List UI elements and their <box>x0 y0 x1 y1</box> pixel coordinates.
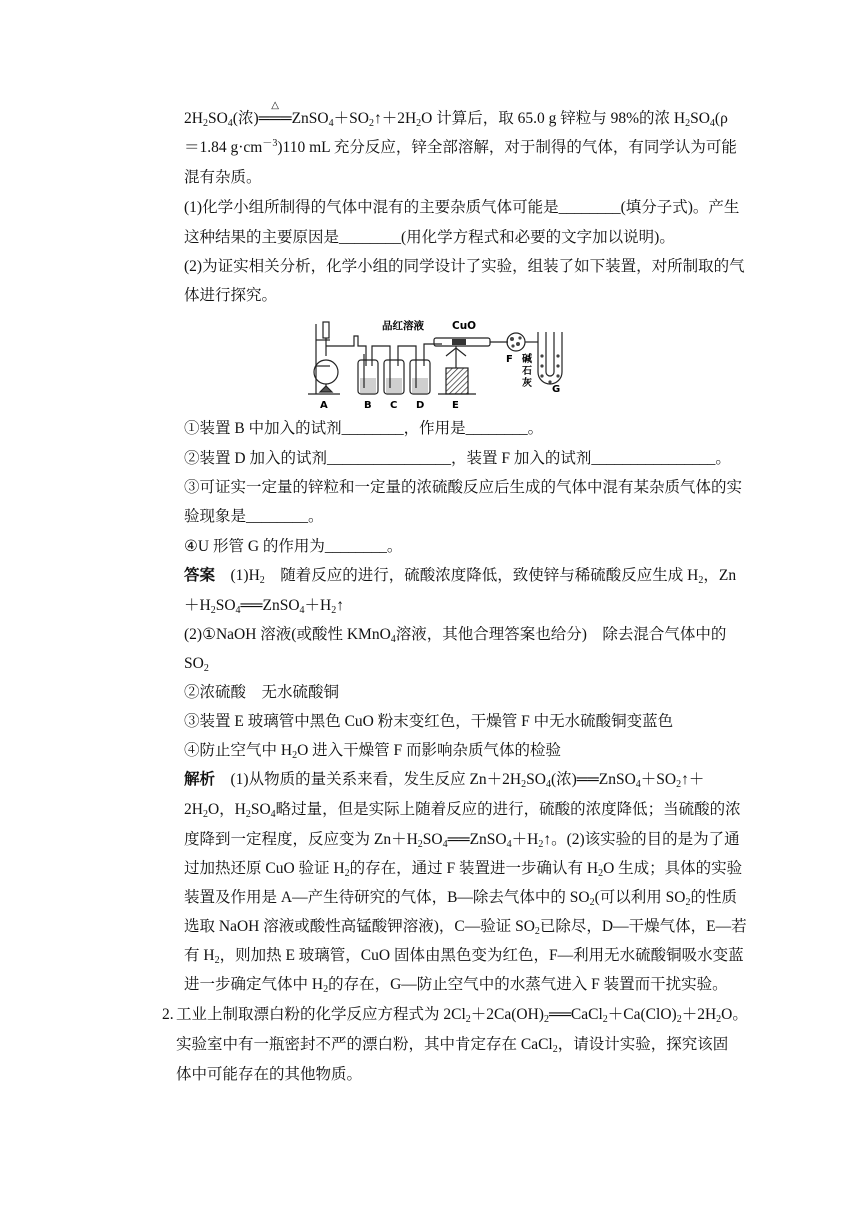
text-line <box>184 974 728 996</box>
text: (1)从物质的量关系来看，发生反应 Zn＋2H <box>215 771 522 788</box>
text: 溶液，其他合理答案也给分) 除去混合气体中的 <box>395 626 727 643</box>
text: ＋H <box>511 831 539 848</box>
text-line: 体中可能存在的其他物质。 <box>176 1066 363 1083</box>
subscript: 2 <box>598 868 604 879</box>
subscript: 2 <box>368 118 374 129</box>
text: SO <box>526 771 546 788</box>
text: 2H <box>184 110 203 127</box>
text: ══CaCl <box>548 1006 603 1023</box>
subquestion-2: ②装置 D 加入的试剂________________，装置 F 加入的试剂________________。 <box>184 450 731 467</box>
subscript: 2 <box>202 809 208 820</box>
heating-condition <box>258 100 292 130</box>
apparatus-diagram <box>306 316 582 414</box>
text: O，H <box>207 801 246 818</box>
text: ，请设计实验，探究该固 <box>557 1036 729 1053</box>
text-line <box>184 887 737 909</box>
subscript: 2 <box>331 605 337 616</box>
question-1: (1)化学小组所制得的气体中混有的主要杂质气体可能是________(填分子式)。产生 <box>184 199 740 216</box>
subscript: 2 <box>685 897 691 908</box>
text: SO <box>207 110 228 127</box>
subscript: 4 <box>506 839 512 850</box>
subscript: 2 <box>245 809 251 820</box>
text-line <box>176 1034 728 1056</box>
answer-label: 答案 <box>184 567 216 584</box>
subscript: 4 <box>709 118 715 129</box>
text: 进一步确定气体中 H <box>184 976 324 993</box>
text: 过加热还原 CuO 验证 H <box>184 860 345 877</box>
subscript: 2 <box>538 839 544 850</box>
text: 2H <box>184 801 203 818</box>
subscript: 4 <box>442 839 448 850</box>
text: SO <box>250 801 271 818</box>
text: ↑＋ <box>681 771 705 788</box>
text: 选取 NaOH 溶液或酸性高锰酸钾溶液)，C—验证 SO <box>184 918 535 935</box>
text: ④防止空气中 H <box>184 742 293 759</box>
text: ＋SO <box>640 771 677 788</box>
label-e: E <box>452 400 459 411</box>
text: 有 H <box>184 947 215 964</box>
subscript: 2 <box>416 118 422 129</box>
text-line <box>184 624 726 646</box>
text: (浓)══ZnSO <box>550 771 636 788</box>
subscript: 4 <box>299 605 305 616</box>
subscript: 2 <box>214 955 220 966</box>
text: ＋Ca(ClO) <box>607 1006 677 1023</box>
subscript: 2 <box>202 118 208 129</box>
subscript: 4 <box>227 118 233 129</box>
subscript: 2 <box>344 868 350 879</box>
text: ＋H <box>304 597 332 614</box>
text: ══ZnSO <box>447 831 507 848</box>
label-hui: 灰 <box>522 378 532 389</box>
explanation-line <box>184 769 704 791</box>
text-line <box>184 740 561 762</box>
subscript: 4 <box>235 605 241 616</box>
label-c: C <box>390 400 398 411</box>
text: ↑＋2H <box>373 110 417 127</box>
text: SO <box>690 110 710 127</box>
text-line: 验现象是________。 <box>184 508 324 525</box>
text: 随着反应的进行，硫酸浓度降低，致使锌与稀硫酸反应生成 H <box>264 567 699 584</box>
label-f: F <box>506 354 513 365</box>
text: 的存在，G—防止空气中的水蒸气进入 F 装置而干扰实验。 <box>328 976 728 993</box>
text-line: 这种结果的主要原因是________(用化学方程式和必要的文字加以说明)。 <box>184 229 675 246</box>
question-number: 2. <box>162 1006 174 1023</box>
text: O。 <box>721 1006 748 1023</box>
question-2: (2)为证实相关分析，化学小组的同学设计了实验，组装了如下装置，对所制取的气 <box>184 258 745 275</box>
text: 的存在，通过 F 装置进一步确认有 H <box>349 860 599 877</box>
equals-sign: ═══ <box>258 110 292 127</box>
subscript: 2 <box>676 1014 682 1025</box>
text: ══ZnSO <box>240 597 300 614</box>
subquestion-1: ①装置 B 中加入的试剂________，作用是________。 <box>184 420 544 437</box>
text: O 进入干燥管 F 而影响杂质气体的检验 <box>297 742 562 759</box>
subscript: 2 <box>534 926 540 937</box>
subscript: 2 <box>292 750 298 761</box>
text-line <box>184 137 737 159</box>
apparatus-figure <box>306 316 582 414</box>
text: ＋2Ca(OH) <box>470 1006 544 1023</box>
subscript: 2 <box>716 1014 722 1025</box>
text-line: ②浓硫酸 无水硫酸铜 <box>184 684 340 701</box>
text-line: 体进行探究。 <box>184 287 278 304</box>
text: 工业上制取漂白粉的化学反应方程式为 2Cl <box>176 1006 466 1023</box>
text-line <box>184 829 740 851</box>
text: (ρ <box>714 110 728 127</box>
text: 度降到一定程度，反应变为 Zn＋H <box>184 831 418 848</box>
text: ＋H <box>184 597 211 614</box>
text: (浓) <box>232 110 259 127</box>
text: 的性质 <box>690 889 737 906</box>
subscript: 4 <box>635 779 641 790</box>
label-b: B <box>364 400 372 411</box>
subscript: 2 <box>685 118 691 129</box>
text: ，Zn <box>703 567 737 584</box>
text-line <box>184 595 344 617</box>
text: 实验室中有一瓶密封不严的漂白粉，其中肯定存在 CaCl <box>176 1036 553 1053</box>
text: O 生成；具体的实验 <box>603 860 743 877</box>
text: SO <box>215 597 236 614</box>
subquestion-4: ④U 形管 G 的作用为________。 <box>184 538 403 555</box>
subscript: 2 <box>417 839 423 850</box>
text: SO <box>184 655 204 672</box>
text: ZnSO <box>291 110 329 127</box>
label-cuo: CuO <box>452 320 477 332</box>
text: O 计算后，取 65.0 g 锌粒与 98%的浓 H <box>421 110 686 127</box>
subscript: 2 <box>210 605 216 616</box>
answer-line <box>184 565 736 587</box>
subscript: 2 <box>521 779 527 790</box>
text: 略过量，但是实际上随着反应的进行，硫酸的浓度降低；当硫酸的浓 <box>275 801 741 818</box>
subscript: 2 <box>465 1014 471 1025</box>
subscript: 2 <box>589 897 595 908</box>
subscript: 2 <box>323 984 329 995</box>
label-jian: 碱 <box>522 354 532 365</box>
text: 已除尽，D—干燥气体，E—若 <box>539 918 747 935</box>
label-shi: 石 <box>522 366 532 377</box>
subscript: 2 <box>602 1014 608 1025</box>
text: SO <box>422 831 443 848</box>
subscript: 2 <box>552 1044 558 1055</box>
label-g: G <box>552 384 561 395</box>
subscript: 2 <box>543 1014 549 1025</box>
subscript: 4 <box>270 809 276 820</box>
subscript: 2 <box>203 663 209 674</box>
text-line: ③装置 E 玻璃管中黑色 CuO 粉末变红色，干燥管 F 中无水硫酸铜变蓝色 <box>184 713 674 730</box>
subscript: 4 <box>545 779 551 790</box>
text: ，则加热 E 玻璃管，CuO 固体由黑色变为红色，F—利用无水硫酸铜吸水变蓝 <box>219 947 744 964</box>
text-line <box>184 653 209 675</box>
text: ＋SO <box>333 110 369 127</box>
text-line <box>176 1004 748 1026</box>
delta-symbol: △ <box>271 100 279 111</box>
subscript: 2 <box>259 575 265 586</box>
subscript: 4 <box>328 118 334 129</box>
text: (可以利用 SO <box>594 889 686 906</box>
text: ↑ <box>336 597 344 614</box>
text-line <box>184 945 744 967</box>
text: ＝1.84 g·cm <box>184 139 263 156</box>
text-line: 混有杂质。 <box>184 169 262 186</box>
text: (2)①NaOH 溶液(或酸性 KMnO <box>184 626 391 643</box>
text: ↑。(2)该实验的目的是为了通 <box>543 831 740 848</box>
explanation-label: 解析 <box>184 771 216 788</box>
subscript: 2 <box>698 575 704 586</box>
text: ＋2H <box>681 1006 717 1023</box>
text: (1)H <box>215 567 260 584</box>
subscript: 4 <box>390 634 396 645</box>
label-pinhong: 品红溶液 <box>382 320 424 332</box>
label-d: D <box>416 400 425 411</box>
subquestion-3: ③可证实一定量的锌粒和一定量的浓硫酸反应后生成的气体中混有某杂质气体的实 <box>184 479 743 496</box>
label-a: A <box>320 400 328 411</box>
text: )110 mL 充分反应，锌全部溶解，对于制得的气体，有同学认为可能 <box>277 139 737 156</box>
superscript: －3 <box>262 138 278 149</box>
subscript: 2 <box>676 779 682 790</box>
text-line <box>184 916 747 938</box>
text-line <box>184 100 728 130</box>
text: 装置及作用是 A—产生待研究的气体，B—除去气体中的 SO <box>184 889 590 906</box>
text-line <box>184 799 741 821</box>
text-line <box>184 858 742 880</box>
